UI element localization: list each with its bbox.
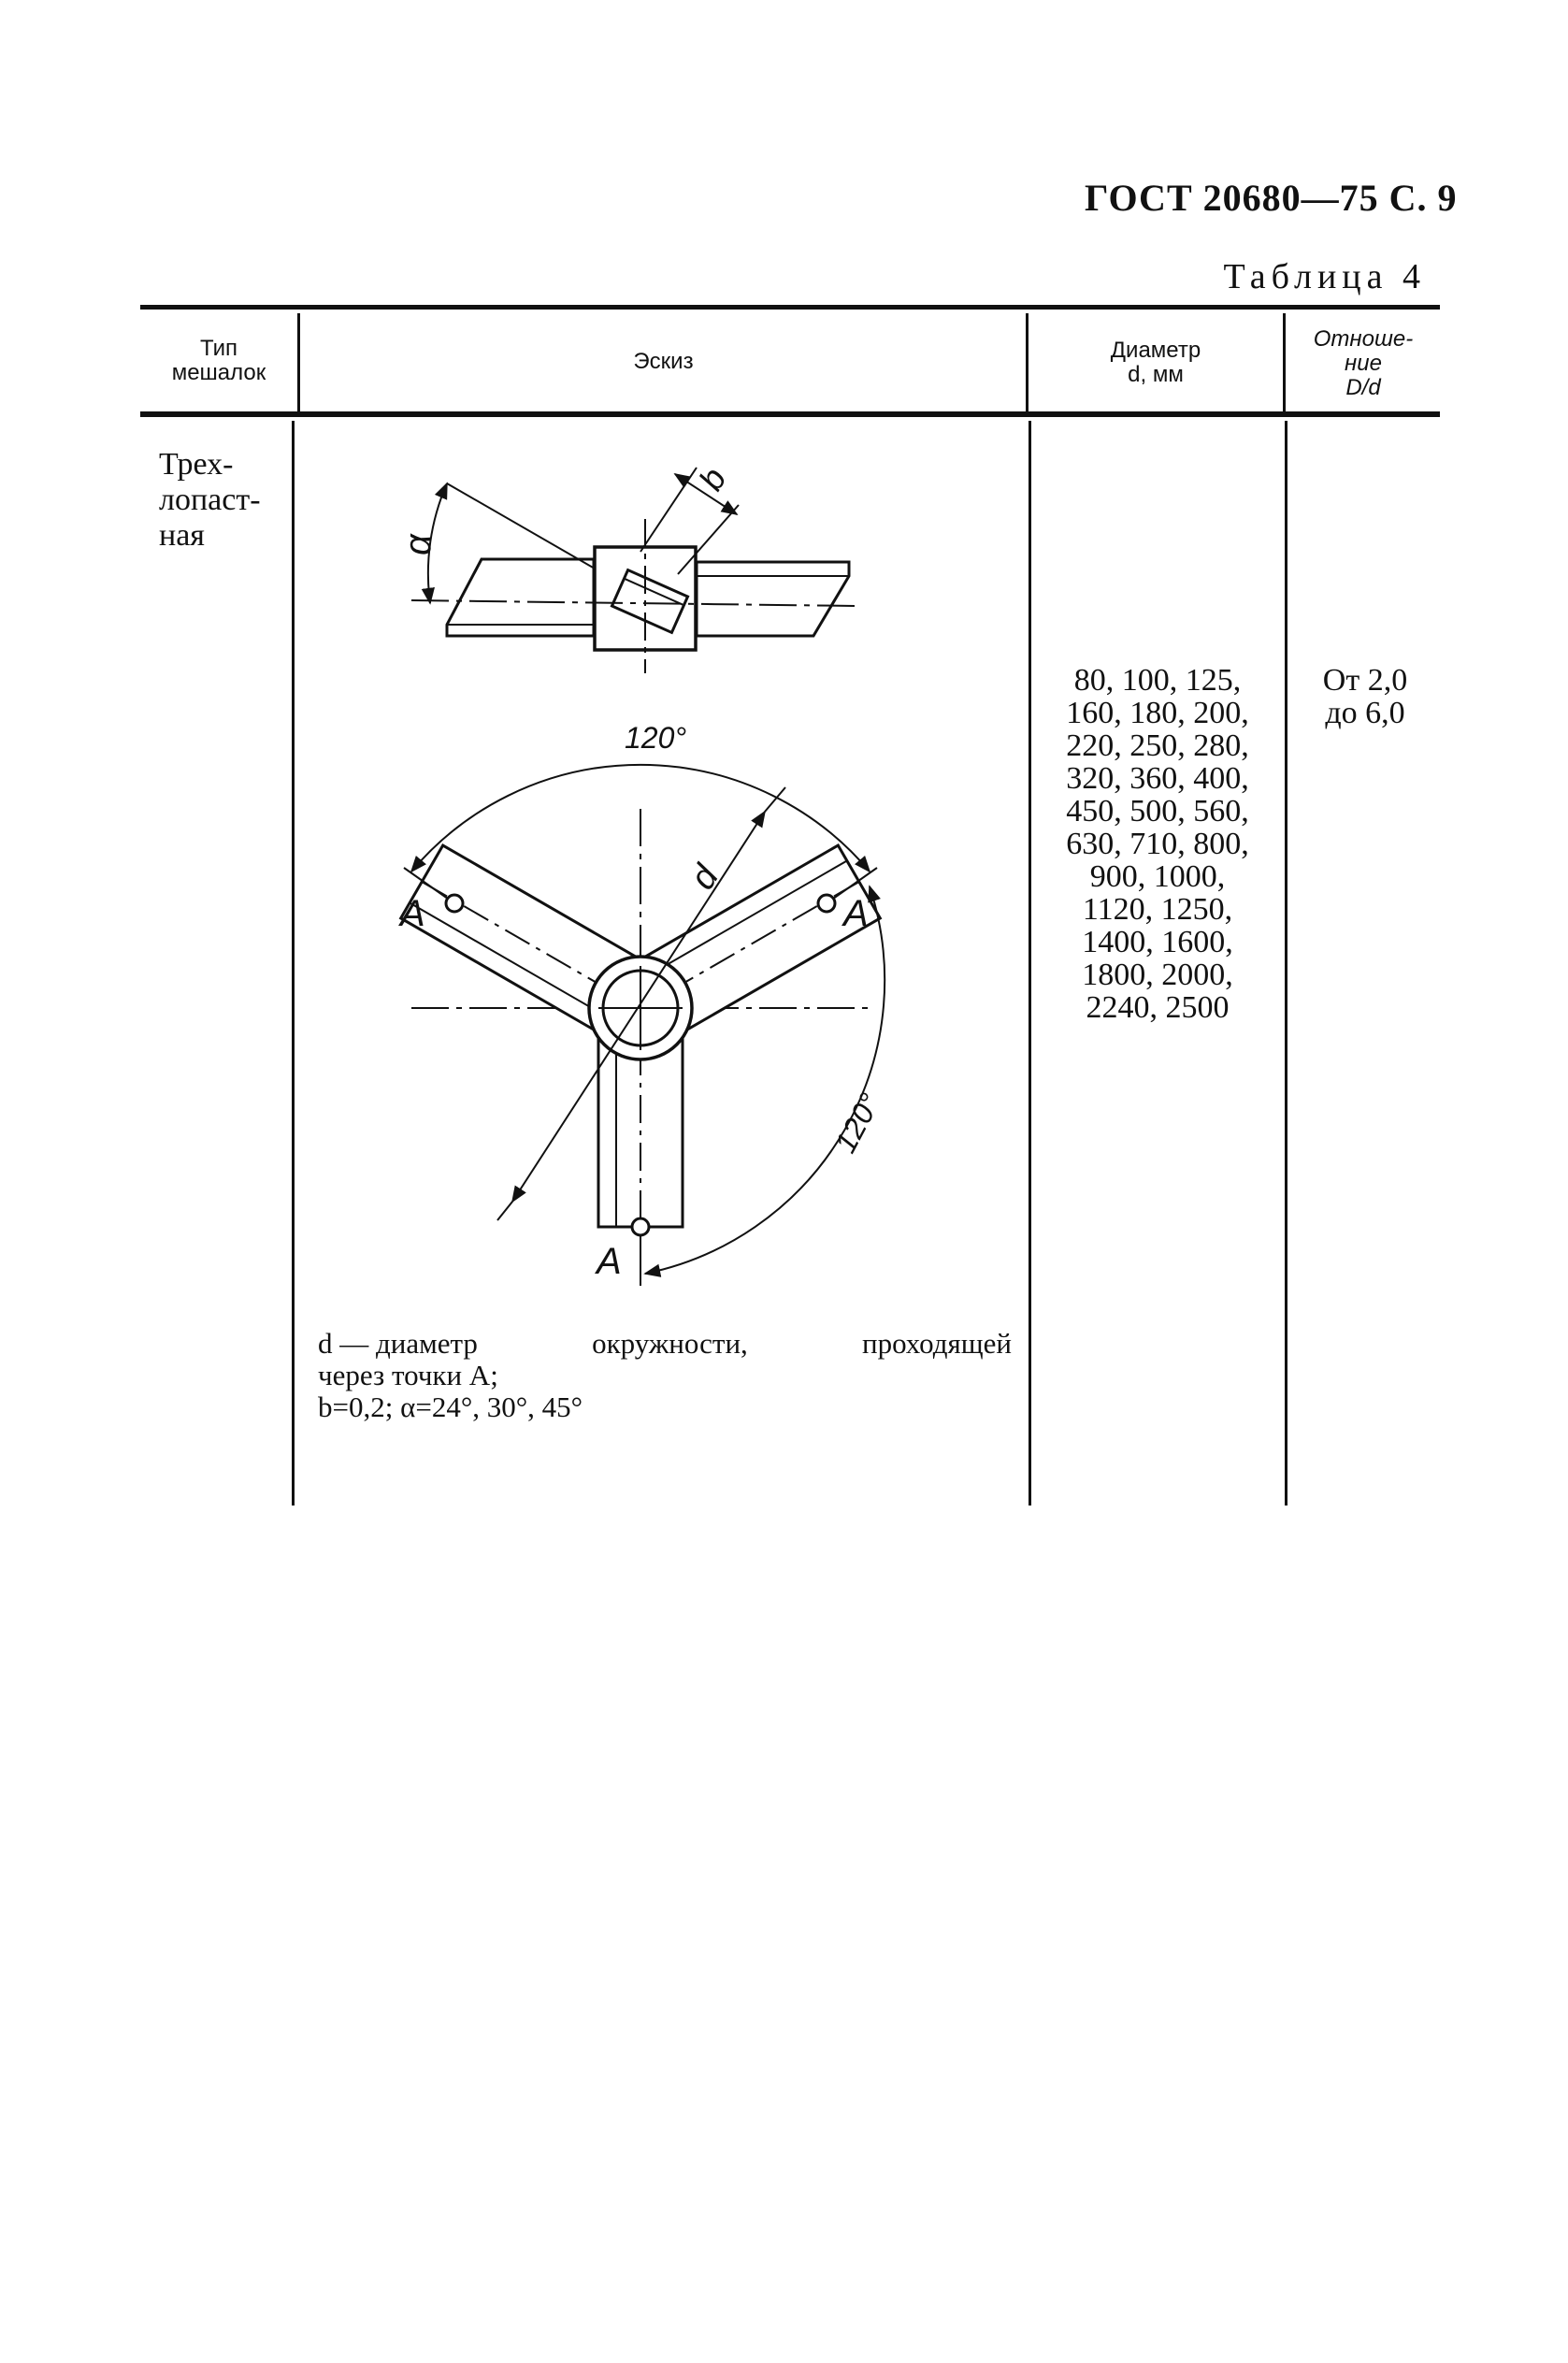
header-type-line1: Тип: [199, 336, 237, 361]
ratio-line2: до 6,0: [1325, 696, 1405, 730]
header-ratio-line2: ние: [1345, 351, 1382, 376]
mixer-type-line3: ная: [159, 518, 205, 553]
diameter-line: 1120, 1250,: [1082, 892, 1233, 927]
diameter-line: 220, 250, 280,: [1066, 728, 1249, 763]
diameter-line: 900, 1000,: [1089, 859, 1226, 894]
diameter-line: 160, 180, 200,: [1066, 696, 1249, 730]
diameter-line: 450, 500, 560,: [1066, 794, 1249, 828]
diameter-line: 1400, 1600,: [1082, 925, 1233, 959]
table-caption: Таблица 4: [1223, 257, 1426, 296]
notes-line1-left: d — диаметр: [318, 1327, 478, 1360]
point-a-left: [446, 895, 463, 912]
top-view: [401, 765, 885, 1286]
header-diameter-line1: Диаметр: [1110, 338, 1201, 363]
label-angle-right: 120°: [827, 1088, 887, 1159]
ratio-line1: От 2,0: [1322, 663, 1408, 698]
label-a-bottom: А: [597, 1241, 622, 1282]
header-ratio-line3: D/d: [1345, 375, 1381, 400]
label-angle-top: 120°: [625, 721, 687, 755]
side-view: [411, 468, 856, 673]
notes-line3: b=0,2; α=24°, 30°, 45°: [318, 1390, 583, 1423]
header-type-line2: мешалок: [171, 360, 266, 385]
d-extension-bottom: [497, 1202, 512, 1220]
header-sketch-label: Эскиз: [633, 349, 694, 374]
header-ratio-line1: Отноше-: [1313, 326, 1414, 352]
point-a-bottom: [632, 1218, 649, 1235]
label-alpha: α: [397, 534, 439, 555]
label-a-right: А: [843, 893, 869, 934]
diameter-line: 1800, 2000,: [1082, 958, 1233, 992]
notes-line1-right: проходящей: [861, 1327, 1012, 1360]
diameter-line: 630, 710, 800,: [1066, 827, 1249, 861]
header-diameter-line2: d, мм: [1128, 362, 1184, 387]
mixer-type-line2: лопаст-: [159, 483, 261, 517]
side-blade-right: [697, 562, 849, 636]
diameter-line: 80, 100, 125,: [1073, 663, 1242, 698]
mixer-type-line1: Трех-: [159, 447, 234, 482]
label-a-left: А: [400, 893, 425, 934]
page-header: ГОСТ 20680—75 С. 9: [1085, 177, 1458, 219]
notes-line1-mid: окружности,: [592, 1327, 748, 1360]
label-d: d: [683, 858, 727, 897]
notes-line2: через точки А;: [318, 1359, 498, 1391]
diameter-line: 2240, 2500: [1086, 990, 1230, 1025]
b-extension-2: [678, 505, 739, 574]
label-b: b: [691, 461, 734, 497]
b-extension-1: [640, 468, 697, 552]
diameter-line: 320, 360, 400,: [1066, 761, 1249, 796]
alpha-extension: [447, 483, 595, 569]
point-a-right: [818, 895, 835, 912]
